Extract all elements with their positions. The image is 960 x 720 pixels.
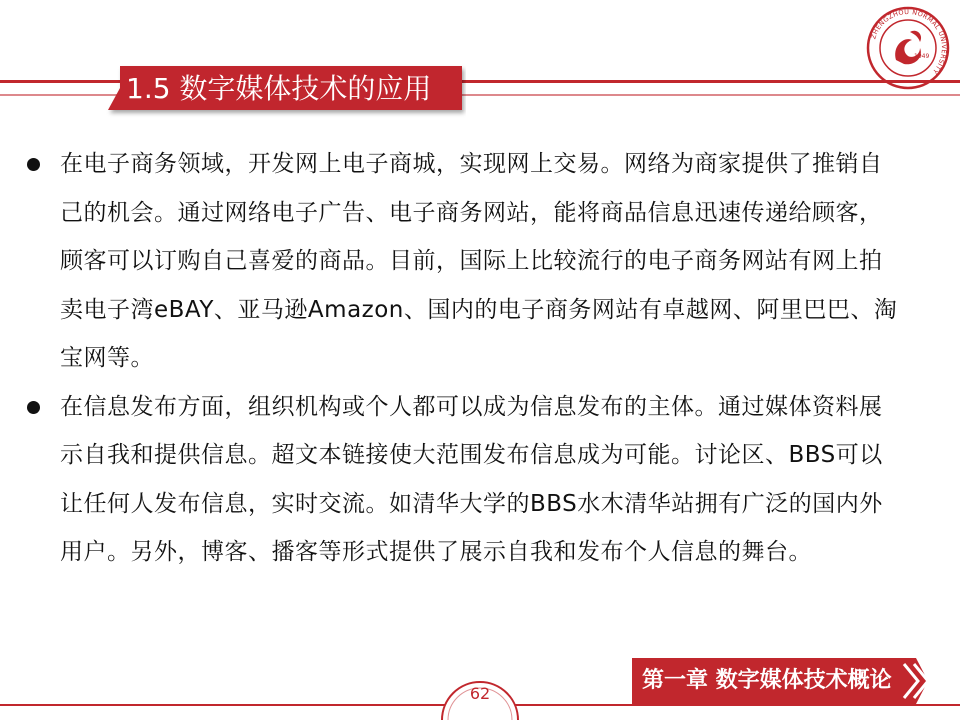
logo-year: 1949 (914, 53, 930, 60)
slide-title: 1.5 数字媒体技术的应用 (126, 72, 432, 105)
university-seal-icon (866, 6, 950, 90)
bullet-item (24, 383, 904, 577)
bullet-dot-icon (27, 401, 40, 414)
logo-ring-text: ZHENGZHOU NORMAL UNIVERSITY (869, 7, 949, 76)
bullet-item (24, 140, 904, 383)
bullet-dot-icon (27, 158, 40, 171)
page-number: 62 (469, 684, 491, 703)
chapter-label: 第一章 数字媒体技术概论 (642, 668, 892, 693)
title-banner (106, 60, 466, 118)
bullet-text: 在信息发布方面，组织机构或个人都可以成为信息发布的主体。通过媒体资料展示自我和提供信息。超文本链接使大范围发布信息成为可能。讨论区、BBS可以让任何人发布信息，实时交流。如清华大学的BBS水木清华站拥有广泛的国内外用户。另外，博客、播客等形式提供了展示自我和发布个人信息的舞台。 (60, 393, 883, 565)
slide-body (24, 140, 904, 577)
university-logo (866, 6, 950, 90)
chapter-banner (632, 658, 932, 704)
bullet-text: 在电子商务领域，开发网上电子商城，实现网上交易。网络为商家提供了推销自己的机会。通过网络电子广告、电子商务网站，能将商品信息迅速传递给顾客，顾客可以订购自己喜爱的商品。目前，国际上比较流行的电子商务网站有网上拍卖电子湾eBAY、亚马逊Amazon、国内的电子商务网站有卓越网、阿里巴巴、淘宝网等。 (60, 151, 898, 371)
